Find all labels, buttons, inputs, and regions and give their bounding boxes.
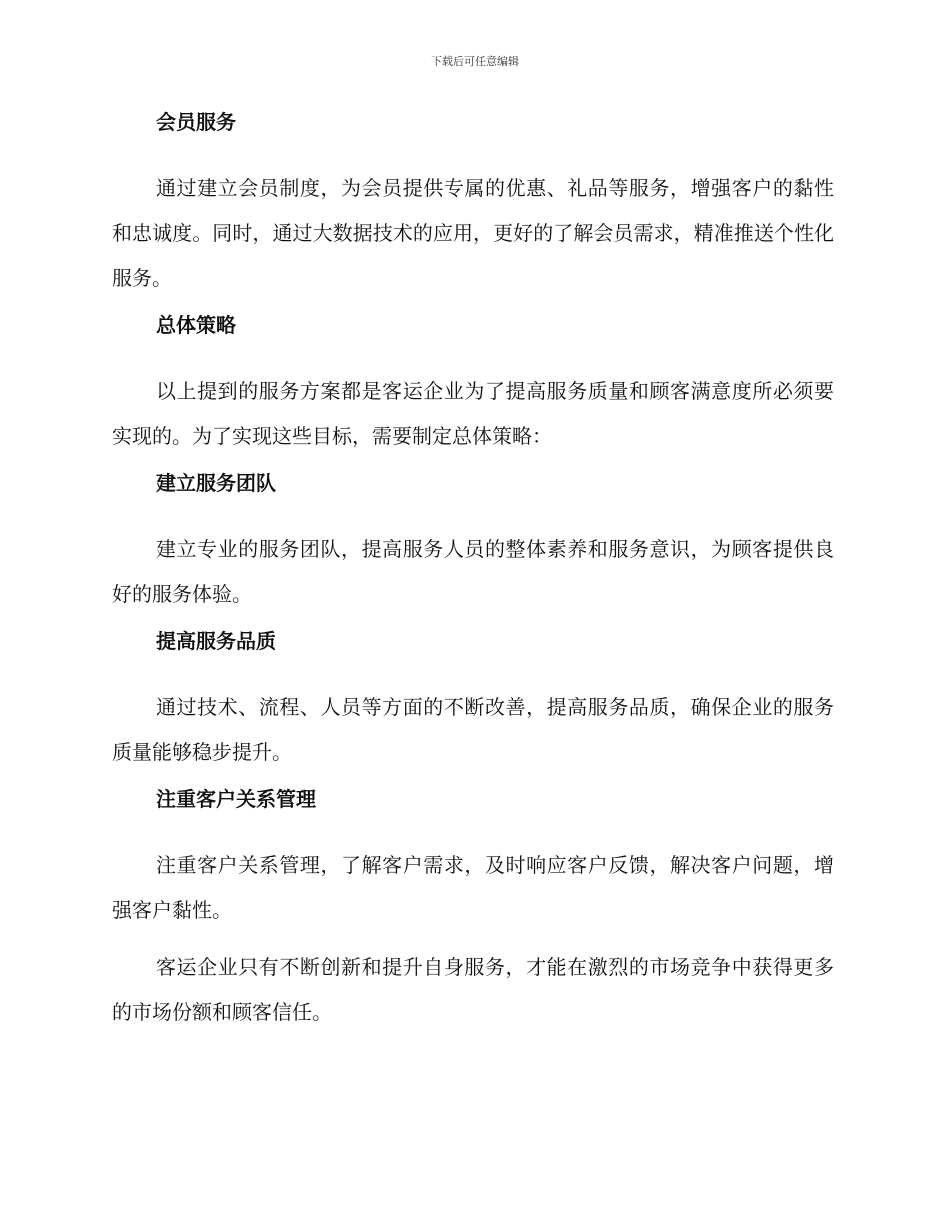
- section-heading-team: 建立服务团队: [156, 471, 276, 495]
- section-paragraph-overall: 以上提到的服务方案都是客运企业为了提高服务质量和顾客满意度所必须要实现的。为了实现这些目标，需要制定总体策略：: [112, 379, 834, 448]
- document-body: [112, 110, 834, 1047]
- section-heading-membership: 会员服务: [156, 110, 236, 134]
- conclusion-paragraph: 客运企业只有不断创新和提升自身服务，才能在激烈的市场竞争中获得更多的市场份额和顾客信任。: [112, 955, 834, 1024]
- section-paragraph-team: 建立专业的服务团队，提高服务人员的整体素养和服务意识，为顾客提供良好的服务体验。: [112, 537, 834, 606]
- section-paragraph-crm: 注重客户关系管理，了解客户需求，及时响应客户反馈，解决客户问题，增强客户黏性。: [112, 853, 834, 922]
- page-header: 下载后可任意编辑: [431, 55, 519, 68]
- section-heading-overall: 总体策略: [156, 313, 236, 337]
- section-heading-crm: 注重客户关系管理: [156, 787, 316, 811]
- section-paragraph-quality: 通过技术、流程、人员等方面的不断改善，提高服务品质，确保企业的服务质量能够稳步提升。: [112, 695, 834, 764]
- section-paragraph-membership: 通过建立会员制度，为会员提供专属的优惠、礼品等服务，增强客户的黏性和忠诚度。同时，通过大数据技术的应用，更好的了解会员需求，精准推送个性化服务。: [112, 176, 834, 290]
- section-heading-quality: 提高服务品质: [156, 629, 276, 653]
